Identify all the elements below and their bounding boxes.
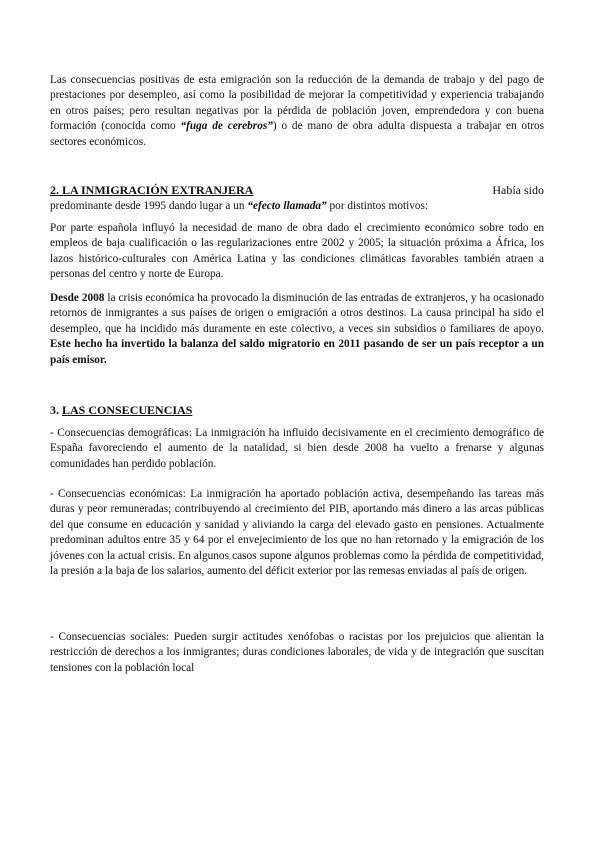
section-2-intro-end: por distintos motivos: (326, 200, 429, 212)
section-3-heading-title: LAS CONSECUENCIAS (62, 403, 193, 417)
section-2-intro-text: predominante desde 1995 dando lugar a un (50, 200, 248, 212)
section-2-intro-right: Había sido (492, 183, 544, 197)
section-2-paragraph-1: Por parte española influyó la necesidad de mano de obra dado el crecimiento económico sobre todo en empleos de baja cualificación o las regularizaciones entre 2002 y 2005; la situación próxima a África, los lazos histórico-culturales con América Latina y las condiciones climáticas favorables también atraen a personas del centro y norte de Europa. (50, 222, 544, 281)
intro-text-end: ) o de mano de obra adulta dispuesta a trabajar en otros sectores económicos. (50, 120, 545, 148)
section-2-p2-text: la crisis económica ha provocado la disminución de las entradas de extranjeros, y ha ocasionado retornos de inmigrantes a sus países de origen o emigración a otros destinos. La causa principal ha sido el desempleo, que ha incidido más duramente en este colectivo, a veces sin subsidios o familiares de apoyo. (50, 292, 544, 335)
section-2-intro (50, 199, 544, 214)
intro-emphasis: “fuga de cerebros” (180, 120, 273, 133)
section-2-heading-line (50, 183, 544, 198)
section-3-heading (50, 403, 544, 418)
consecuencias-sociales: - Consecuencias sociales: Pueden surgir actitudes xenófobas o racistas por los prejuicios que alientan la restricción de derechos a los inmigrantes; duras condiciones laborales, de vida y de integración que suscitan tensiones con la población local (50, 631, 544, 674)
section-2-p2-bold-end: Este hecho ha invertido la balanza del saldo migratorio en 2011 pasando de ser un país receptor a un país emisor. (50, 338, 544, 366)
intro-text: Las consecuencias positivas de esta emigración son la reducción de la demanda de trabajo y del pago de prestaciones por desempleo, así como la posibilidad de mejorar la competitividad y experiencia trabajando en otros países; pero resultan negativas por la pérdida de población joven, emprendedora y con buena formación (conocida como (50, 74, 544, 133)
consecuencias-demograficas: - Consecuencias demográficas: La inmigración ha influido decisivamente en el crecimiento demográfico de España favoreciendo el aumento de la natalidad, si bien desde 2008 ha vuelto a frenarse y algunas comunidades han perdido población. (50, 427, 544, 470)
section-3-heading-number: 3. (50, 403, 62, 417)
section-2-intro-emphasis: “efecto llamada” (247, 200, 327, 212)
consecuencias-economicas: - Consecuencias económicas: La inmigración ha aportado población activa, desempeñando las tareas más duras y peor remuneradas; contribuyendo al crecimiento del PIB, aportando más dinero a las arcas públicas del que consume en educación y sanidad y aliviando la carga del elevado gasto en pensiones. Actualmente predominan adultos entre 35 y 64 por el envejecimiento de los que no han retornado y la emigración de los jóvenes con la actual crisis. En algunos casos supone algunos problemas como la pérdida de competitividad, la presión a la baja de los salarios, aumento del déficit exterior por las remesas enviadas al país de origen. (50, 488, 544, 578)
section-2-p2-bold-start: Desde 2008 (50, 292, 105, 304)
section-2-heading: 2. LA INMIGRACIÓN EXTRANJERA (50, 183, 254, 197)
intro-paragraph (50, 73, 544, 150)
section-2-paragraph-2 (50, 291, 544, 368)
